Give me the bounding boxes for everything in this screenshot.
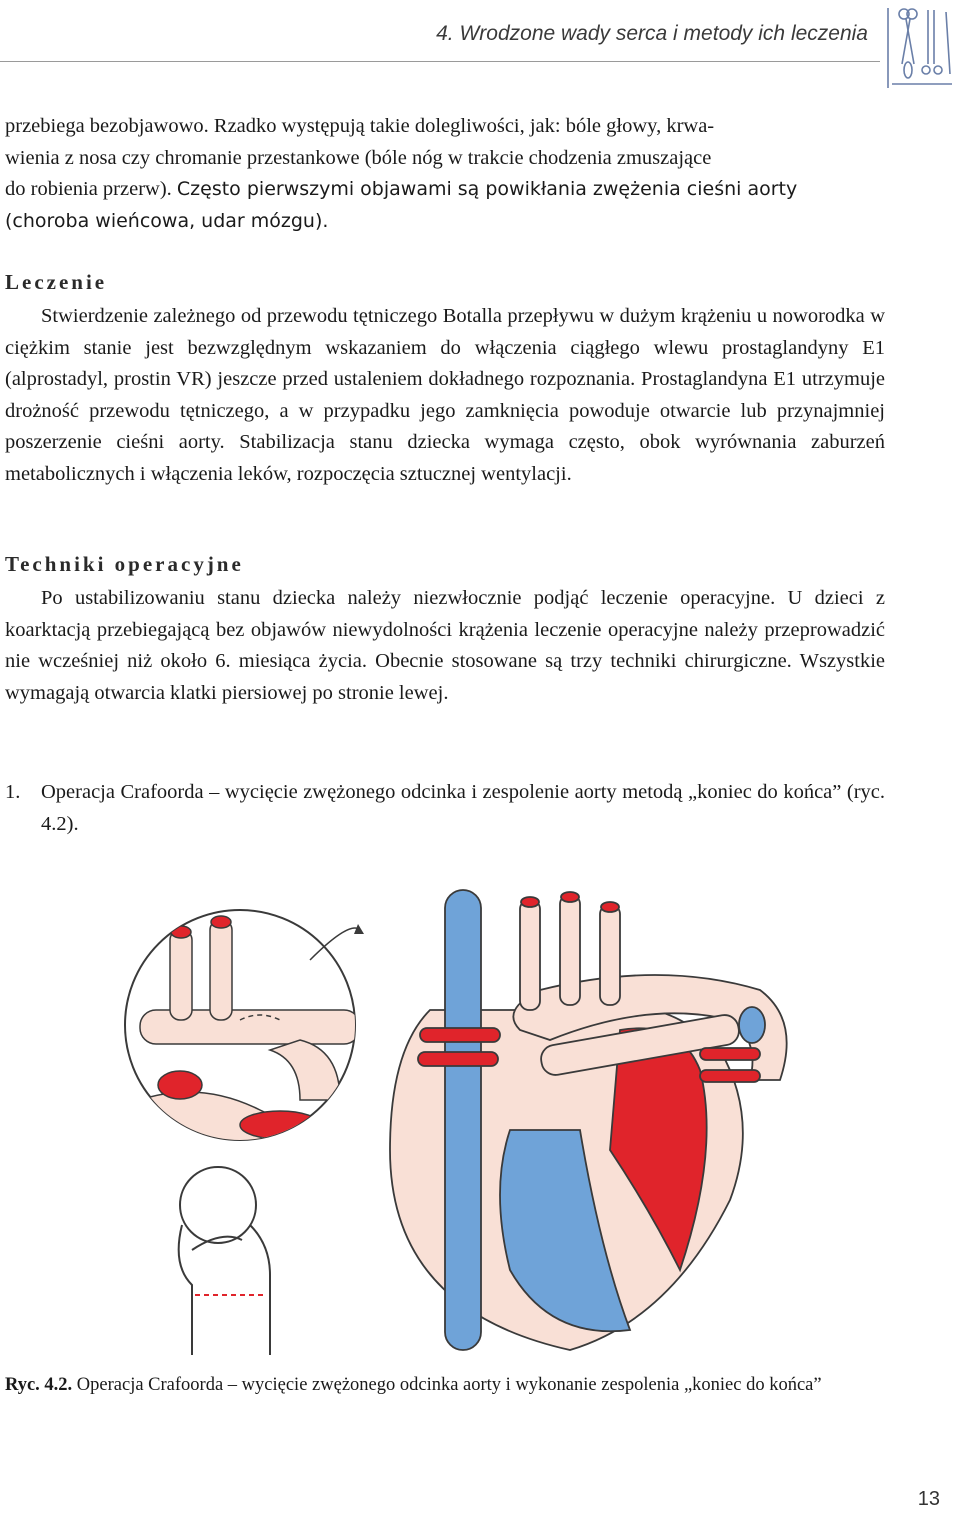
infant-outline-icon <box>179 1167 270 1355</box>
section-heading-techniques: Techniki operacyjne <box>5 552 244 576</box>
section-heading-treatment: Leczenie <box>5 270 108 294</box>
treatment-text: Stwierdzenie zależnego od przewodu tętniczego Botalla przepływu w dużym krążeniu u noworodka w ciężkim stanie jest bezwzględnym wskazaniem do włączenia ciągłego wlewu prostaglandyny E1 (alprostadyl, prostin VR) jeszcze przed ustaleniem dokładnego rozpoznania. Prostaglandyna E1 utrzymuje drożność przewodu tętniczego, a w przypadku jego zamknięcia powoduje otwarcie lub przynajmniej poszerzenie cieśni aorty. Stabilizacja stanu dziecka wymaga często, obok wyrównania zaburzeń metabolicznych i włączenia leków, rozpoczęcia sztucznej wentylacji. <box>5 305 885 485</box>
figure-caption <box>5 1372 885 1399</box>
page-header <box>0 0 960 95</box>
intro-line-3: do robienia przerw). <box>5 178 172 200</box>
intro-line-1: przebiega bezobjawowo. Rzadko występują takie dolegliwości, jak: bóle głowy, krwa- <box>5 115 715 137</box>
surgical-instruments-icon <box>884 4 956 92</box>
chapter-title: 4. Wrodzone wady serca i metody ich leczenia <box>436 22 868 45</box>
list-item-number: 1. <box>5 781 21 803</box>
heart-surgery-illustration <box>100 880 900 1360</box>
techniques-paragraph <box>5 583 885 709</box>
figure-caption-text: Operacja Crafoorda – wycięcie zwężonego odcinka aorty i wykonanie zespolenia „koniec do końca” <box>76 1375 822 1395</box>
intro-line-4-sans: (choroba wieńcowa, udar mózgu). <box>5 209 329 232</box>
techniques-text: Po ustabilizowaniu stanu dziecka należy niezwłocznie podjąć leczenie operacyjne. U dzieci z koarktacją przebiegającą bez objawów niewydolności krążenia leczenie operacyjne należy przeprowadzić nie wcześniej niż około 6. miesiąca życia. Obecnie stosowane są trzy techniki chirurgiczne. Wszystkie wymagają otwarcia klatki piersiowej po stronie lewej. <box>5 587 885 704</box>
aorta-detail-inset <box>125 910 370 1170</box>
intro-paragraph <box>5 111 885 237</box>
intro-line-2: wienia z nosa czy chromanie przestankowe (bóle nóg w trakcie chodzenia zmuszające <box>5 146 712 169</box>
intro-line-3-sans: Często pierwszymi objawami są powikłania zwężenia cieśni aorty <box>176 178 798 200</box>
header-rule <box>0 61 880 62</box>
list-item <box>5 777 885 840</box>
list-item-text: Operacja Crafoorda – wycięcie zwężonego odcinka i zespolenie aorty metodą „koniec do końca” (ryc. 4.2). <box>41 781 885 835</box>
page-number: 13 <box>917 1488 940 1510</box>
treatment-paragraph <box>5 301 885 490</box>
heart-diagram <box>390 890 787 1350</box>
figure-caption-label: Ryc. 4.2. <box>5 1375 73 1395</box>
